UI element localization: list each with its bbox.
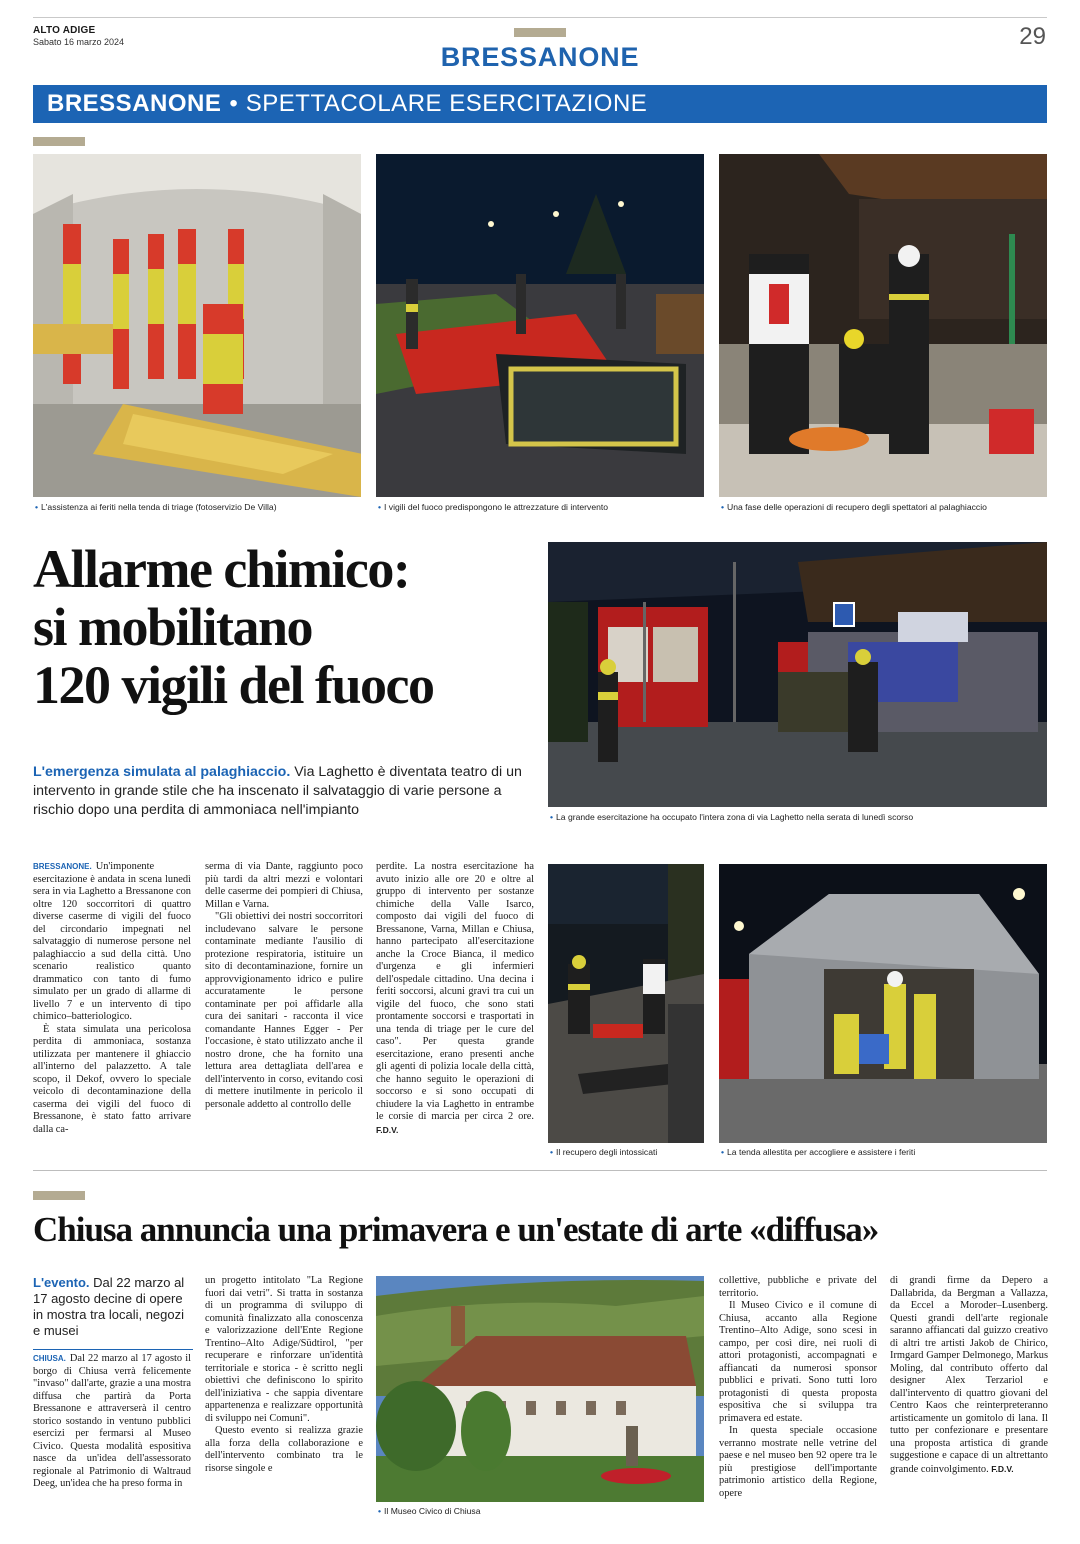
article-separator [33,1170,1047,1171]
caption-equipment: • I vigili del fuoco predispongono le attrezzature di intervento [378,502,609,512]
banner-separator: • [229,90,238,117]
article2-lead [33,1275,193,1339]
article2-column-1: CHIUSA. Dal 22 marzo al 17 agosto il borgo di Chiusa verrà felicemente "invaso" dall'arte, grazie a una mostra diffusa che partirà da Porta Bressanone e attraverserà il centro storico sostando in ventuno pubblici esercizi per fermarsi al Museo Civico. Questa modalità espositiva nasce da un'idea dell'assessorato regionale al Patrimonio di Waltraud Deeg, un'idea che ha preso forma in [33,1353,191,1489]
headline-line-1: Allarme chimico: [33,539,410,599]
section-marker [514,28,566,37]
top-rule [33,17,1047,18]
caption-tent: • La tenda allestita per accogliere e assistere i feriti [721,1147,916,1157]
headline-line-2: si mobilitano [33,597,313,657]
photo-equipment [376,154,704,497]
signature: F.D.V. [376,1124,399,1135]
caption-rescue: • Una fase delle operazioni di recupero degli spettatori al palaghiaccio [721,502,987,512]
photo-intoxicated [548,864,704,1143]
banner-city: BRESSANONE [47,90,222,117]
lead-text: Dal 22 marzo al 17 agosto decine di opere in mostra tra locali, negozi e musei [33,1275,185,1338]
headline-line-3: 120 vigili del fuoco [33,655,434,715]
article1-column-3: perdite. La nostra esercitazione ha avuto inizio alle ore 20 e oltre al gruppo di intervento per sostanze chimiche della Valle Isarco, composto dai vigili del fuoco di Bressanone, Varna, Millan e Chiusa, hanno partecipato all'esercitazione anche la Croce Bianca, il medico d'urgenza e gli infermieri dell'ospedale cittadino. Una decina i feriti soccorsi, alcuni gravi tra cui un vigile del fuoco, che sono stati prontamente soccorsi e trasportati in una tenda di triage per le cure del caso". Per questa grande esercitazione, erano presenti anche gli agenti di polizia locale della città, che hanno seguito le operazioni di soccorso e si sono occupati di chiudere la via Laghetto in entrambe le corsie di marcia per circa 2 ore. F.D.V. [376,861,534,1135]
article2-column-2: un progetto intitolato "La Regione fuori dai vetri". Si tratta in sostanza di un programma di sviluppo di comunità finalizzato alla conoscenza e valorizzazione dell'Ente Regione Trentino–Alto Adige/Südtirol, "per recuperare e rinforzare un'identità territoriale e storica - è scritto negli obiettivi che definiscono lo spirito dell'iniziativa - che sappia diventare appartenenza e realizzare opportunità di sviluppo nei Comuni". Questo evento si realizza grazie alla forza della collaborazione e dell'intervento combinato tra le risorse singole e [205,1275,363,1474]
lead-rule [33,1349,193,1350]
caption-triage: • L'assistenza ai feriti nella tenda di triage (fotoservizio De Villa) [35,502,277,512]
photo-triage-tent [33,154,361,497]
article2-column-4: di grandi firme da Depero a Dallabrida, da Bergman a Vallazza, da Eccel a Moroder–Lusenberg. Questi grandi dell'arte regionale saranno affiancati dal guizzo creativo di altri tre artisti Jakob de Chirico, Irmgard Gamper Delmonego, Markus Moling, dal contributo offerto dal designer Alex Terzariol e dall'intervento di quattro giovani del Centro Kaos che reinterpreteranno artisticamente un gomitolo di lana. Il tutto per confezionare e presentare una proposta artistica di grande suggestione e capace di un altrettanto grande coinvolgimento. F.D.V. [890,1275,1048,1475]
topic-banner [33,85,1047,123]
deck-text: Via Laghetto è diventata teatro di un intervento in grande stile che ha inscenato il salvataggio di varie persone a rischio dopo una perdita di ammoniaca nell'impianto [33,764,522,818]
article2-dateline: CHIUSA. [33,1354,66,1363]
dateline: BRESSANONE. [33,862,92,871]
article1-column-2: serma di via Dante, raggiunto poco più tardi da altri mezzi e volontari delle caserme dei pompieri di Chiusa, Millan e Varna. "Gli obiettivi dei nostri soccorritori includevano salvare le persone contaminate mediante l'ausilio di protezione respiratoria, istituire un sito di decontaminazione, fornire un approvvigionamento idrico e pulire accuratamente le persone contaminate per poi affidarle alla cura dei sanitari - racconta il vice comandante Hannes Egger - Per l'occasione, è stato utilizzato anche il nostro drone, che ha fornito una lettura area dettagliata dell'area e dell'intervento in corso, evitando così di mettere inutilmente in pericolo il personale addetto al controllo delle [205,861,363,1110]
banner-topic: SPETTACOLARE ESERCITAZIONE [245,90,648,117]
article2-signature: F.D.V. [991,1463,1014,1474]
section-title: BRESSANONE [440,42,640,72]
photo-rescue [719,154,1047,497]
page-number: 29 [1019,23,1046,50]
deck-lead: L'emergenza simulata al palaghiaccio. [33,764,291,780]
article1-column-1: BRESSANONE. Un'imponente esercitazione è andata in scena lunedì sera in via Laghetto a Bressanone con oltre 120 soccorritori di quattro diverse caserme di vigili del fuoco del circondario impegnati nel salvataggio di numerose persone nel palaghiaccio a sud della città. Uno scenario realistico quanto drammatico con tanto di fumo simulato per un grado di allarme di livello 7 e un intervento di tipo chimico–batteriologico. È stata simulata una pericolosa perdita di ammoniaca, sostanza utilizzata per mantenere il ghiaccio all'interno del palazzetto. A tale scopo, il Dekof, ovvero lo speciale veicolo di decontaminazione della caserma dei vigili del fuoco di Bressanone, è stato fatto arrivare dalla ca- [33,861,191,1135]
caption-museum: • Il Museo Civico di Chiusa [378,1506,481,1516]
article-headline [33,540,543,714]
caption-intoxicated: • Il recupero degli intossicati [550,1147,658,1157]
article-deck [33,763,543,820]
caption-large-exercise: • La grande esercitazione ha occupato l'intera zona di via Laghetto nella serata di lunedì scorso [550,812,914,822]
photo-large-exercise [548,542,1047,807]
article2-headline: Chiusa annuncia una primavera e un'estate di arte «diffusa» [33,1210,879,1249]
publication-name: ALTO ADIGE [33,25,96,36]
photo-museum [376,1276,704,1502]
publication-date: Sabato 16 marzo 2024 [33,37,125,47]
article2-column-3: collettive, pubbliche e private del territorio. Il Museo Civico e il comune di Chiusa, accanto alla Regione Trentino–Alto Adige, sono scesi in campo, per così dire, nei ruoli di attori protagonisti, accompagnati e affiancati da numerosi sponsor pubblici e privati. Sono tutti loro protagonisti di questa proposta espositiva che si sviluppa tra primavera ed estate. In questa speciale occasione verranno mostrate nelle vetrine del paese e nel museo ben 92 opere tra le più prestigiose dell'importante patrimonio artistico della Regione, opere [719,1275,877,1499]
article2-marker [33,1191,85,1200]
lead-label: L'evento. [33,1275,90,1290]
article-marker [33,137,85,146]
photo-tent [719,864,1047,1143]
